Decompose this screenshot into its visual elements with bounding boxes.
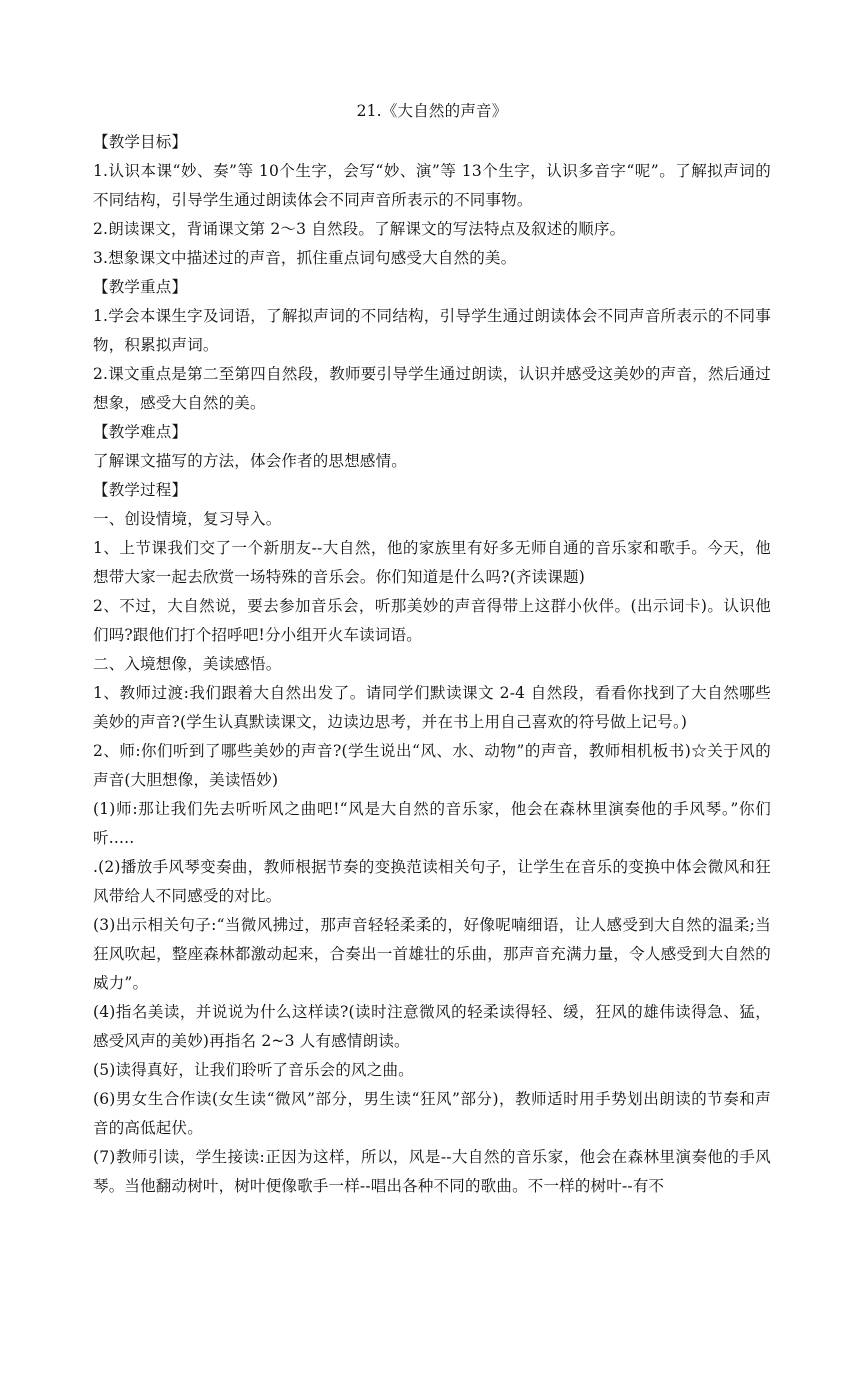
paragraph-goal-3: 3.想象课文中描述过的声音，抓住重点词句感受大自然的美。 — [93, 249, 517, 267]
paragraph-process: (7)教师引读，学生接读:正因为这样，所以，风是--大自然的音乐家，他会在森林里演奏他的手风琴。当他翻动树叶，树叶便像歌手一样--唱出各种不同的歌曲。不一样的树叶--有不 — [93, 1148, 771, 1195]
document-page — [93, 97, 771, 1201]
paragraph-process: (6)男女生合作读(女生读“微风”部分，男生读“狂风”部分)，教师适时用手势划出朗读的节奏和声音的高低起伏。 — [93, 1090, 771, 1137]
paragraph-process: 2、不过，大自然说，要去参加音乐会，听那美妙的声音得带上这群小伙伴。(出示词卡)。认识他们吗?跟他们打个招呼吧!分小组开火车读词语。 — [93, 597, 771, 644]
paragraph-process: 2、师:你们听到了哪些美妙的声音?(学生说出“风、水、动物”的声音，教师相机板书)☆关于风的声音(大胆想像，美读悟妙) — [93, 742, 771, 789]
section-2-heading: 二、入境想像，美读感悟。 — [93, 655, 282, 673]
paragraph-process: (3)出示相关句子:“当微风拂过，那声音轻轻柔柔的，好像呢喃细语，让人感受到大自然的温柔;当狂风吹起，整座森林都激动起来，合奏出一首雄壮的乐曲，那声音充满力量，令人感受到大自然的威力”。 — [93, 916, 771, 992]
heading-teaching-process: 【教学过程】 — [93, 481, 188, 499]
heading-teaching-difficulty: 【教学难点】 — [93, 423, 188, 441]
heading-teaching-focus: 【教学重点】 — [93, 278, 188, 296]
paragraph-process: (5)读得真好，让我们聆听了音乐会的风之曲。 — [93, 1061, 414, 1079]
section-1-heading: 一、创设情境，复习导入。 — [93, 510, 282, 528]
paragraph-process: 1、上节课我们交了一个新朋友--大自然，他的家族里有好多无师自通的音乐家和歌手。今天，他想带大家一起去欣赏一场特殊的音乐会。你们知道是什么吗?(齐读课题) — [93, 539, 771, 586]
document-body — [93, 128, 771, 1201]
paragraph-process: 1、教师过渡:我们跟着大自然出发了。请同学们默读课文 2-4 自然段，看看你找到了大自然哪些美妙的声音?(学生认真默读课文，边读边思考，并在书上用自己喜欢的符号做上记号。) — [93, 684, 771, 731]
paragraph-process: (4)指名美读，并说说为什么这样读?(读时注意微风的轻柔读得轻、缓，狂风的雄伟读得急、猛，感受风声的美妙)再指名 2~3 人有感情朗读。 — [93, 1003, 771, 1050]
paragraph-goal-2: 2.朗读课文，背诵课文第 2～3 自然段。了解课文的写法特点及叙述的顺序。 — [93, 220, 626, 238]
paragraph-focus-2: 2.课文重点是第二至第四自然段，教师要引导学生通过朗读，认识并感受这美妙的声音，然后通过想象，感受大自然的美。 — [93, 365, 771, 412]
paragraph-process: (1)师:那让我们先去听听风之曲吧!“风是大自然的音乐家，他会在森林里演奏他的手风琴。”你们听..... — [93, 800, 771, 847]
paragraph-process: .(2)播放手风琴变奏曲，教师根据节奏的变换范读相关句子，让学生在音乐的变换中体会微风和狂风带给人不同感受的对比。 — [93, 858, 771, 905]
paragraph-focus-1: 1.学会本课生字及词语，了解拟声词的不同结构，引导学生通过朗读体会不同声音所表示的不同事物，积累拟声词。 — [93, 307, 771, 354]
heading-teaching-goals: 【教学目标】 — [93, 133, 188, 151]
document-title: 21.《大自然的声音》 — [356, 102, 508, 120]
paragraph-goal-1: 1.认识本课“妙、奏”等 10个生字，会写“妙、演”等 13个生字，认识多音字“呢”。了解拟声词的不同结构，引导学生通过朗读体会不同声音所表示的不同事物。 — [93, 162, 771, 209]
paragraph-difficulty: 了解课文描写的方法，体会作者的思想感情。 — [93, 452, 408, 470]
